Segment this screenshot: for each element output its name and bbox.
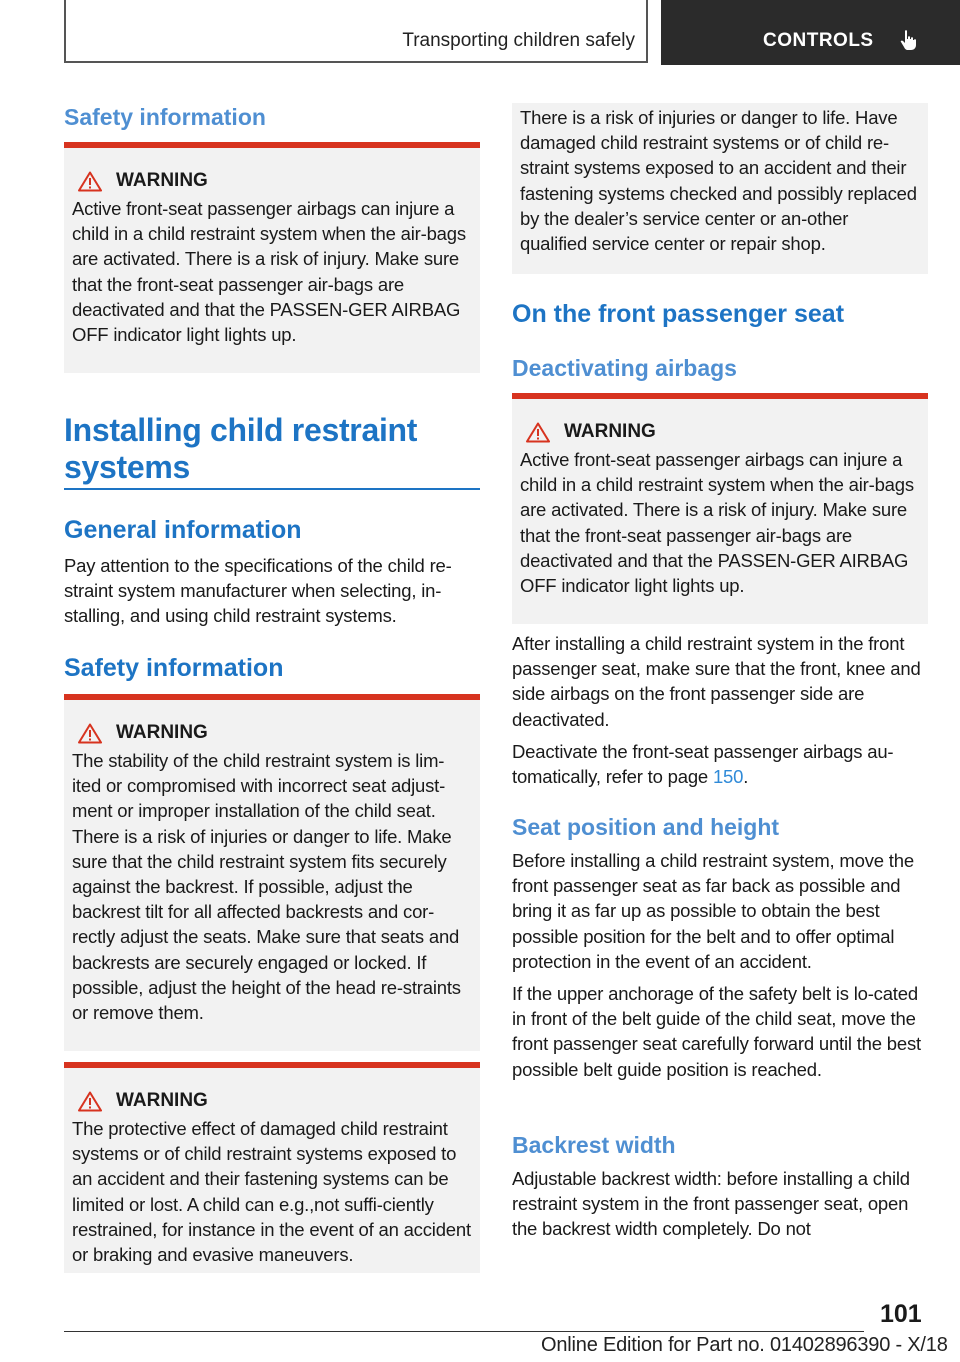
warning-triangle-icon [526, 422, 550, 443]
deactivating-airbags-heading: Deactivating airbags [512, 355, 737, 381]
warning-triangle-icon [78, 171, 102, 192]
deactivate-end: . [743, 766, 749, 788]
warning-text: Active front-seat passenger airbags can injure a child in a child restraint system when the air-bags are activated. There is a risk of injury. Make sure that the front-seat passenger air-bags are deactivated and that the PASSEN-GER AIRBAG OFF indicator light lights up. [72, 198, 466, 346]
warning-text: Active front-seat passenger airbags can injure a child in a child restraint system when the air-bags are activated. There is a risk of injury. Make sure that the front-seat passenger air-bags are deactivated and that the PASSEN-GER AIRBAG OFF indicator light lights up. [520, 449, 914, 597]
seat-position-text-2: If the upper anchorage of the safety belt is lo-cated in front of the belt guide of the child seat, move the front passenger seat carefully forward until the best possible belt guide position is reached. [512, 983, 921, 1080]
warning-triangle-icon [78, 723, 102, 744]
warning-text: The stability of the child restraint system is lim-ited or compromised with incorrect seat adjust-ment or improper installation of the child seat. There is a risk of injuries or danger to life. Make sure that the child restraint system fits securely against the backrest. If possible, adjust the backrest tilt for all affected backrests and cor-rectly adjust the seats. Make sure that seats and backrests are securely engaged or locked. If possible, adjust the height of the head re-straints or remove them. [72, 750, 461, 1024]
controls-tab-label[interactable]: CONTROLS [763, 30, 874, 51]
heading-rule [64, 488, 480, 490]
footer-rule [64, 1331, 864, 1332]
warning-box-damaged [64, 1062, 480, 1273]
general-information-heading: General information [64, 516, 302, 544]
backrest-width-text: Adjustable backrest width: before installing a child restraint system in the front passenger seat, open the backrest width completely. Do not [512, 1168, 910, 1240]
page-reference-link[interactable]: 150 [712, 766, 744, 788]
page-number: 101 [880, 1300, 922, 1328]
section-title: Transporting children safely [402, 30, 635, 51]
warning-text: The protective effect of damaged child restraint systems or of child restraint systems exposed to an accident and their fastening systems can be limited or lost. A child can e.g.,not suffi-ciently restrained, for instance in the event of an accident or braking and evasive maneuvers. [72, 1118, 471, 1266]
safety-information-heading: Safety information [64, 104, 266, 130]
warning-box-airbags [64, 142, 480, 373]
warning-continued-text: There is a risk of injuries or danger to life. Have damaged child restraint systems or of child re-straint systems exposed to an accident and their fastening systems checked and possibly replaced by the dealer’s service center or an-other qualified service center or repair shop. [520, 107, 917, 255]
warning-triangle-icon [78, 1091, 102, 1112]
general-information-text: Pay attention to the specifications of the child re-straint system manufacturer when selecting, in-stalling, and using child restraint systems. [64, 555, 452, 627]
warning-label: WARNING [116, 1090, 208, 1111]
hand-pointer-icon [896, 28, 920, 52]
deactivate-paragraph [512, 739, 928, 789]
warning-continued-box [512, 103, 928, 274]
warning-label: WARNING [116, 170, 208, 191]
warning-box-stability [64, 694, 480, 1051]
seat-position-heading: Seat position and height [512, 814, 780, 840]
warning-label: WARNING [116, 722, 208, 743]
after-installing-text: After installing a child restraint system in the front passenger seat, make sure that the front, knee and side airbags on the front passenger side are deactivated. [512, 633, 921, 730]
backrest-width-heading: Backrest width [512, 1132, 676, 1158]
installing-child-restraint-heading: Installing child restraint systems [64, 412, 418, 485]
front-passenger-seat-heading: On the front passenger seat [512, 300, 845, 328]
footer-edition: Online Edition for Part no. 01402896390 - X/18 [541, 1334, 948, 1356]
seat-position-text-1: Before installing a child restraint system, move the front passenger seat as far back as possible and bring it as far up as possible to obtain the best possible position for the belt and to offer optimal protection in the event of an accident. [512, 850, 914, 972]
safety-information-heading-2: Safety information [64, 654, 284, 682]
warning-label: WARNING [564, 421, 656, 442]
warning-box-deactivate [512, 393, 928, 624]
deactivate-text: Deactivate the front-seat passenger airbags au-tomatically, refer to page [512, 741, 894, 788]
